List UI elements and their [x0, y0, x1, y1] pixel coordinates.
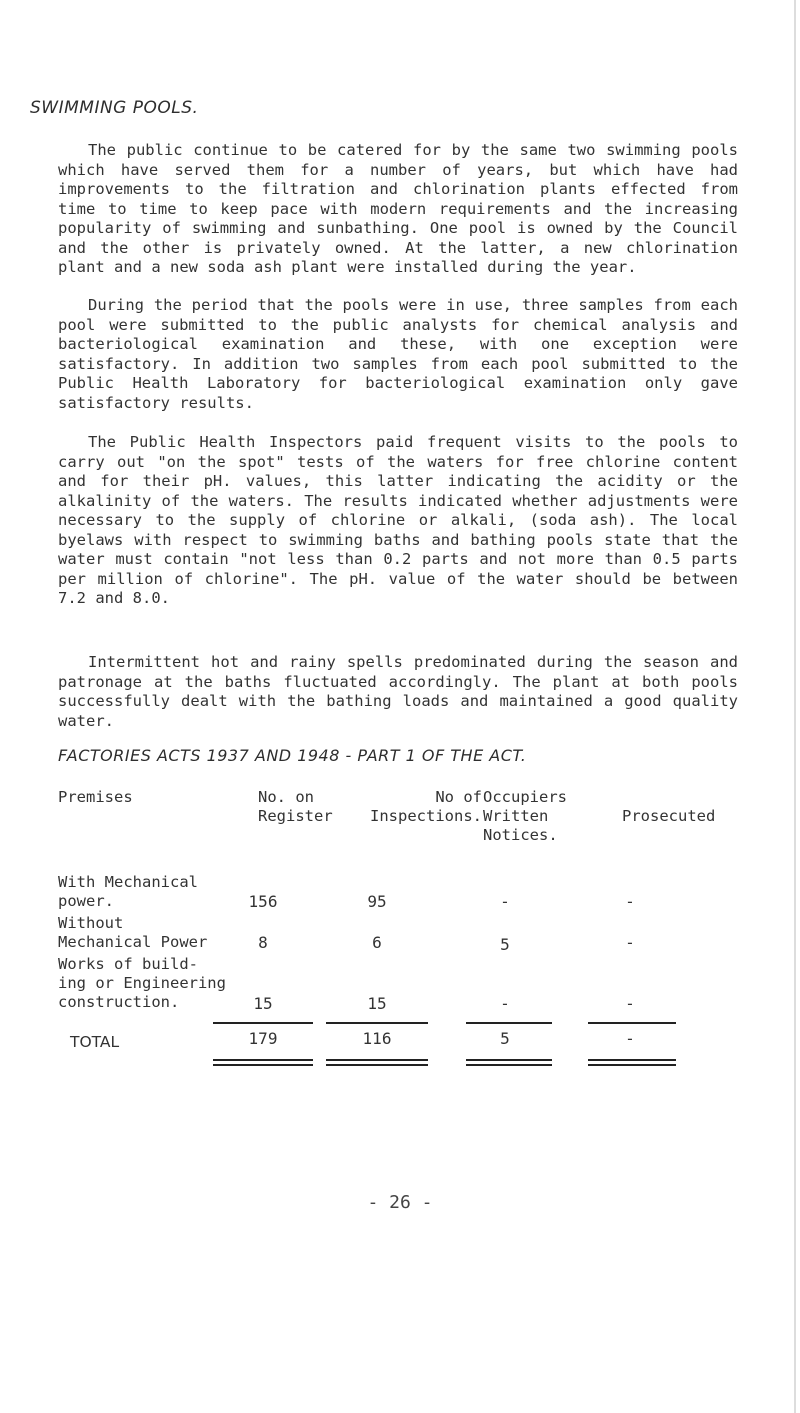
row-works-register: 15	[253, 994, 273, 1013]
paragraph-4-text: Intermittent hot and rainy spells predominated during the season and patronage at the baths fluctuated accordingly. The plant at both pools successfully dealt with the bathing loads and maintained a good quality water.	[58, 653, 738, 730]
row-mechanical-prosecuted: -	[625, 892, 635, 911]
swimming-pools-heading: SWIMMING POOLS.	[30, 98, 199, 118]
row-works-prosecuted: -	[625, 994, 635, 1013]
row-works-inspections: 15	[367, 994, 387, 1013]
double-rule-inspections	[326, 1059, 428, 1066]
total-rule-register	[213, 1022, 313, 1024]
row-label-without-mechanical: Without Mechanical Power	[58, 914, 208, 951]
double-rule-notices	[466, 1059, 552, 1066]
col-header-notices: Occupiers Written Notices.	[483, 788, 567, 844]
total-prosecuted: -	[625, 1029, 635, 1048]
page-edge	[794, 0, 796, 1413]
double-rule-prosecuted	[588, 1059, 676, 1066]
total-label: TOTAL	[70, 1033, 120, 1051]
total-rule-inspections	[326, 1022, 428, 1024]
total-inspections: 116	[362, 1029, 392, 1048]
row-mechanical-register: 156	[248, 892, 278, 911]
double-rule-register	[213, 1059, 313, 1066]
total-register: 179	[248, 1029, 278, 1048]
row-label-mechanical: With Mechanical power.	[58, 873, 198, 910]
row-mechanical-notices: -	[500, 892, 510, 911]
total-rule-prosecuted	[588, 1022, 676, 1024]
row-mechanical-inspections: 95	[367, 892, 387, 911]
paragraph-1	[58, 141, 738, 278]
paragraph-3	[58, 433, 738, 609]
row-without-notices: 5	[500, 935, 510, 954]
paragraph-3-text: The Public Health Inspectors paid frequent visits to the pools to carry out "on the spot" tests of the waters for free chlorine content and for their pH. values, this latter indicating the acidity or the alkalinity of the waters. The results indicated whether adjustments were necessary to the supply of chlorine or alkali, (soda ash). The local byelaws with respect to swimming baths and bathing pools state that the water must contain "not less than 0.2 parts and not more than 0.5 parts per million of chlorine". The pH. value of the water should be between 7.2 and 8.0.	[58, 433, 738, 607]
row-label-works: Works of build- ing or Engineering construction.	[58, 955, 226, 1011]
paragraph-2-text: During the period that the pools were in use, three samples from each pool were submitted to the public analysts for chemical analysis and bacteriological examination and these, with one exception were satisfactory. In addition two samples from each pool submitted to the Public Health Laboratory for bacteriological examination only gave satisfactory results.	[58, 296, 738, 412]
row-without-register: 8	[258, 933, 268, 952]
paragraph-4	[58, 653, 738, 731]
row-works-notices: -	[500, 994, 510, 1013]
row-without-prosecuted: -	[625, 933, 635, 952]
total-notices: 5	[500, 1029, 510, 1048]
row-without-inspections: 6	[372, 933, 382, 952]
total-rule-notices	[466, 1022, 552, 1024]
page-number: - 26 -	[367, 1192, 433, 1213]
col-header-register: No. on Register	[258, 788, 333, 825]
col-header-premises: Premises	[58, 788, 133, 806]
col-header-inspections: No of Inspections.	[370, 788, 482, 825]
paragraph-2	[58, 296, 738, 413]
factories-acts-heading: FACTORIES ACTS 1937 AND 1948 - PART 1 OF THE ACT.	[58, 746, 527, 765]
paragraph-1-text: The public continue to be catered for by the same two swimming pools which have served them for a number of years, but which have had improvements to the filtration and chlorination plants effected from time to time to keep pace with modern requirements and the increasing popularity of swimming and sunbathing. One pool is owned by the Council and the other is privately owned. At the latter, a new chlorination plant and a new soda ash plant were installed during the year.	[58, 141, 738, 276]
col-header-prosecuted: Prosecuted	[622, 807, 716, 825]
